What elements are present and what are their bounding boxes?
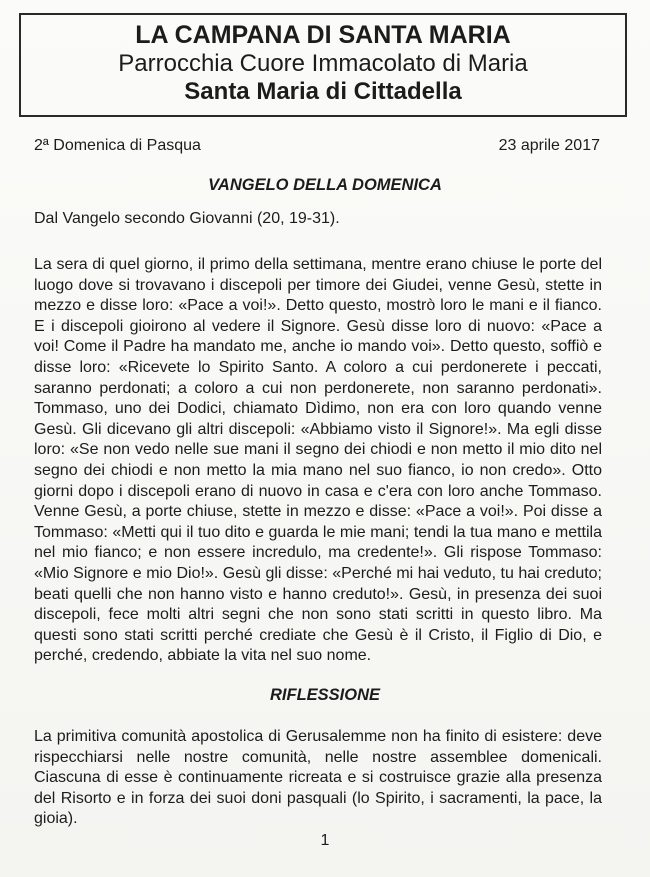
- liturgical-sunday: 2ª Domenica di Pasqua: [34, 137, 201, 154]
- gospel-source: Dal Vangelo secondo Giovanni (20, 19-31).: [34, 210, 340, 227]
- masthead: [19, 13, 627, 117]
- gospel-text: La sera di quel giorno, il primo della settimana, mentre erano chiuse le porte del luogo dove si trovavano i discepoli per timore dei Giudei, venne Gesù, stette in mezzo e disse loro: «Pace a voi!». Detto questo, mostrò loro le mani e il fianco. E i discepoli gioirono al vedere il Signore. Gesù disse loro di nuovo: «Pace a voi! Come il Padre ha mandato me, anche io mando voi». Detto questo, soffiò e disse loro: «Ricevete lo Spirito Santo. A coloro a cui perdonerete i peccati, saranno perdonati; a coloro a cui non perdonerete, non saranno perdonati». Tommaso, uno dei Dodici, chiamato Dìdimo, non era con loro quando venne Gesù. Gli dicevano gli altri discepoli: «Abbiamo visto il Signore!». Ma egli disse loro: «Se non vedo nelle sue mani il segno dei chiodi e non metto il mio dito nel segno dei chiodi e non metto la mia mano nel suo fianco, io non credo». Otto giorni dopo i discepoli erano di nuovo in casa e c'era con loro anche Tommaso. Venne Gesù, a porte chiuse, stette in mezzo e disse: «Pace a voi!». Poi disse a Tommaso: «Metti qui il tuo dito e guarda le mie mani; tendi la tua mano e mettila nel mio fianco; e non essere incredulo, ma credente!». Gli rispose Tommaso: «Mio Signore e mio Dio!». Gesù gli disse: «Perché mi hai veduto, tu hai creduto; beati quelli che non hanno visto e hanno creduto!». Gesù, in presenza dei suoi discepoli, fece molti altri segni che non sono stati scritti in questo libro. Ma questi sono stati scritti perché crediate che Gesù è il Cristo, il Figlio di Dio, e perché, credendo, abbiate la vita nel suo nome.: [34, 256, 602, 665]
- parish-name: Parrocchia Cuore Immacolato di Maria: [118, 50, 528, 77]
- bulletin-title: LA CAMPANA DI SANTA MARIA: [135, 21, 511, 49]
- reflection-heading: RIFLESSIONE: [269, 686, 380, 704]
- issue-date: 23 aprile 2017: [498, 137, 600, 154]
- parish-location: Santa Maria di Cittadella: [184, 78, 462, 105]
- date-row: [34, 137, 600, 155]
- page-number: 1: [320, 832, 330, 849]
- gospel-heading: VANGELO DELLA DOMENICA: [208, 176, 442, 194]
- reflection-text: La primitiva comunità apostolica di Gerusalemme non ha finito di esistere: deve rispecchiarsi nelle nostre comunità, nelle nostre assemblee domenicali. Ciascuna di esse è continuamente ricreata e si costruisce grazie alla presenza del Risorto e in forza dei suoi doni pasquali (lo Spirito, i sacramenti, la pace, la gioia).: [34, 728, 602, 828]
